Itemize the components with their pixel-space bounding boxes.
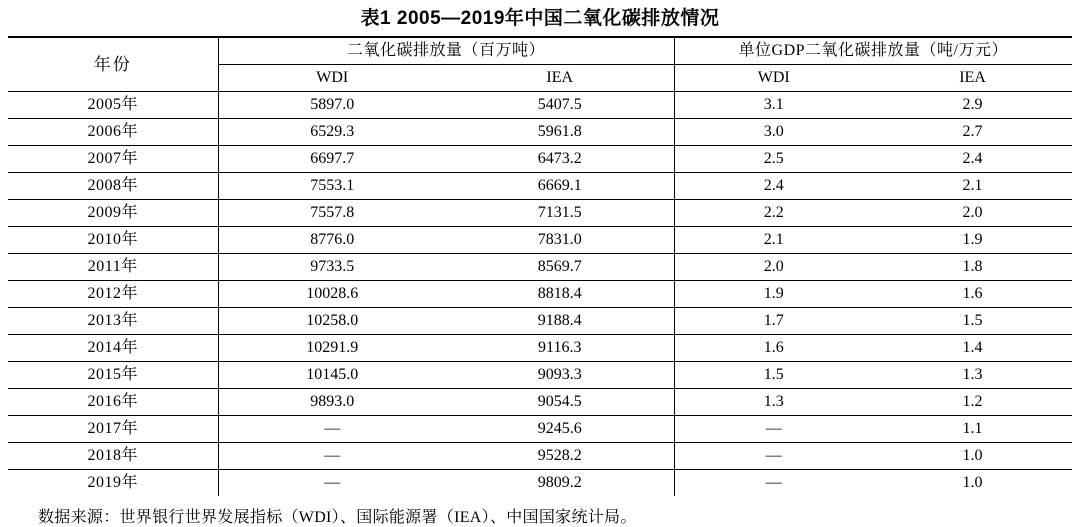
cell-total-iea: 7131.5 bbox=[446, 200, 674, 227]
header-row-groups bbox=[8, 37, 1072, 65]
table-row bbox=[8, 416, 1072, 443]
cell-year: 2008年 bbox=[8, 173, 218, 200]
cell-total-wdi: 10145.0 bbox=[218, 362, 446, 389]
cell-intensity-wdi: 1.9 bbox=[674, 281, 873, 308]
table-row bbox=[8, 308, 1072, 335]
cell-intensity-iea: 1.0 bbox=[962, 474, 983, 491]
table-row bbox=[8, 200, 1072, 227]
cell-total-iea: 9528.2 bbox=[446, 443, 674, 470]
cell-year: 2015年 bbox=[8, 362, 218, 389]
header-group-total: 二氧化碳排放量（百万吨） bbox=[218, 37, 674, 65]
cell-total-iea: 9188.4 bbox=[446, 308, 674, 335]
table-row bbox=[8, 281, 1072, 308]
table-row bbox=[8, 362, 1072, 389]
cell-total-wdi: 10291.9 bbox=[218, 335, 446, 362]
cell-total-wdi: 6697.7 bbox=[218, 146, 446, 173]
cell-total-wdi: 6529.3 bbox=[218, 119, 446, 146]
cell-intensity-iea: 1.6 bbox=[873, 281, 1072, 308]
table-row bbox=[8, 389, 1072, 416]
header-sub-total-wdi: WDI bbox=[218, 65, 446, 92]
cell-intensity-wdi: 1.3 bbox=[674, 389, 873, 416]
table-row bbox=[8, 227, 1072, 254]
header-group-intensity: 单位GDP二氧化碳排放量（吨/万元） bbox=[674, 37, 1072, 65]
header-sub-intensity-iea: IEA bbox=[873, 65, 1072, 92]
cell-intensity-wdi: 3.1 bbox=[674, 92, 873, 119]
cell-year: 2009年 bbox=[8, 200, 218, 227]
cell-total-wdi: — bbox=[218, 470, 446, 497]
table-row bbox=[8, 470, 1072, 497]
table-row bbox=[8, 92, 1072, 119]
cell-total-wdi: 10028.6 bbox=[218, 281, 446, 308]
cell-year: 2010年 bbox=[8, 227, 218, 254]
cell-total-iea: 5961.8 bbox=[446, 119, 674, 146]
cell-total-iea: 9093.3 bbox=[446, 362, 674, 389]
table-body bbox=[8, 92, 1072, 497]
cell-year: 2018年 bbox=[8, 443, 218, 470]
cell-total-iea: 8818.4 bbox=[446, 281, 674, 308]
cell-total-iea: 9245.6 bbox=[446, 416, 674, 443]
cell-total-wdi: — bbox=[218, 443, 446, 470]
header-year: 年份 bbox=[8, 37, 218, 92]
cell-intensity-wdi: 1.5 bbox=[674, 362, 873, 389]
cell-intensity-iea: 1.3 bbox=[873, 362, 1072, 389]
cell-intensity-iea: 1.8 bbox=[873, 254, 1072, 281]
cell-year: 2014年 bbox=[8, 335, 218, 362]
cell-year: 2006年 bbox=[8, 119, 218, 146]
header-sub-intensity-wdi: WDI bbox=[674, 65, 873, 92]
table-row bbox=[8, 173, 1072, 200]
cell-total-wdi: 9893.0 bbox=[218, 389, 446, 416]
table-row bbox=[8, 119, 1072, 146]
cell-total-iea: 6473.2 bbox=[446, 146, 674, 173]
table-row bbox=[8, 335, 1072, 362]
cell-intensity-wdi: 2.2 bbox=[674, 200, 873, 227]
cell-intensity-iea: 2.4 bbox=[873, 146, 1072, 173]
cell-total-iea: 9054.5 bbox=[446, 389, 674, 416]
cell-total-iea: 9116.3 bbox=[446, 335, 674, 362]
cell-year: 2005年 bbox=[8, 92, 218, 119]
cell-total-iea: 7831.0 bbox=[446, 227, 674, 254]
cell-intensity-wdi: — bbox=[674, 470, 873, 497]
table-row bbox=[8, 146, 1072, 173]
cell-intensity-iea: 1.2 bbox=[873, 389, 1072, 416]
cell-intensity-iea: 2.9 bbox=[873, 92, 1072, 119]
cell-year: 2013年 bbox=[8, 308, 218, 335]
cell-total-iea: 9809.2 bbox=[537, 474, 582, 491]
cell-total-iea: 6669.1 bbox=[446, 173, 674, 200]
cell-year: 2019年 bbox=[87, 474, 138, 491]
table-source-note: 数据来源：世界银行世界发展指标（WDI）、国际能源署（IEA）、中国国家统计局。 bbox=[38, 509, 637, 526]
cell-total-wdi: 10258.0 bbox=[218, 308, 446, 335]
cell-total-wdi: — bbox=[218, 416, 446, 443]
cell-year: 2016年 bbox=[8, 389, 218, 416]
cell-intensity-wdi: — bbox=[674, 443, 873, 470]
header-sub-total-iea: IEA bbox=[446, 65, 674, 92]
table-header bbox=[8, 37, 1072, 92]
cell-total-wdi: 7557.8 bbox=[218, 200, 446, 227]
cell-total-wdi: 9733.5 bbox=[218, 254, 446, 281]
cell-total-wdi: 5897.0 bbox=[218, 92, 446, 119]
table-row bbox=[8, 443, 1072, 470]
cell-intensity-iea: 2.0 bbox=[873, 200, 1072, 227]
cell-intensity-iea: 1.9 bbox=[873, 227, 1072, 254]
cell-intensity-wdi: 1.7 bbox=[674, 308, 873, 335]
cell-intensity-wdi: 2.5 bbox=[674, 146, 873, 173]
cell-intensity-wdi: 2.4 bbox=[674, 173, 873, 200]
cell-intensity-wdi: 1.6 bbox=[674, 335, 873, 362]
cell-year: 2007年 bbox=[8, 146, 218, 173]
cell-intensity-wdi: 2.1 bbox=[674, 227, 873, 254]
cell-intensity-iea: 1.5 bbox=[873, 308, 1072, 335]
cell-intensity-wdi: — bbox=[674, 416, 873, 443]
cell-year: 2017年 bbox=[8, 416, 218, 443]
cell-year: 2012年 bbox=[8, 281, 218, 308]
cell-total-wdi: 8776.0 bbox=[218, 227, 446, 254]
cell-intensity-iea: 1.0 bbox=[873, 443, 1072, 470]
emissions-table bbox=[8, 36, 1072, 496]
cell-intensity-wdi: 3.0 bbox=[674, 119, 873, 146]
cell-total-iea: 8569.7 bbox=[446, 254, 674, 281]
cell-intensity-wdi: 2.0 bbox=[674, 254, 873, 281]
table-row bbox=[8, 254, 1072, 281]
cell-intensity-iea: 1.4 bbox=[873, 335, 1072, 362]
cell-intensity-iea: 2.7 bbox=[873, 119, 1072, 146]
table-title: 表1 2005—2019年中国二氧化碳排放情况 bbox=[360, 8, 720, 29]
cell-intensity-iea: 2.1 bbox=[873, 173, 1072, 200]
cell-intensity-iea: 1.1 bbox=[873, 416, 1072, 443]
cell-total-wdi: 7553.1 bbox=[218, 173, 446, 200]
cell-total-iea: 5407.5 bbox=[446, 92, 674, 119]
cell-year: 2011年 bbox=[8, 254, 218, 281]
